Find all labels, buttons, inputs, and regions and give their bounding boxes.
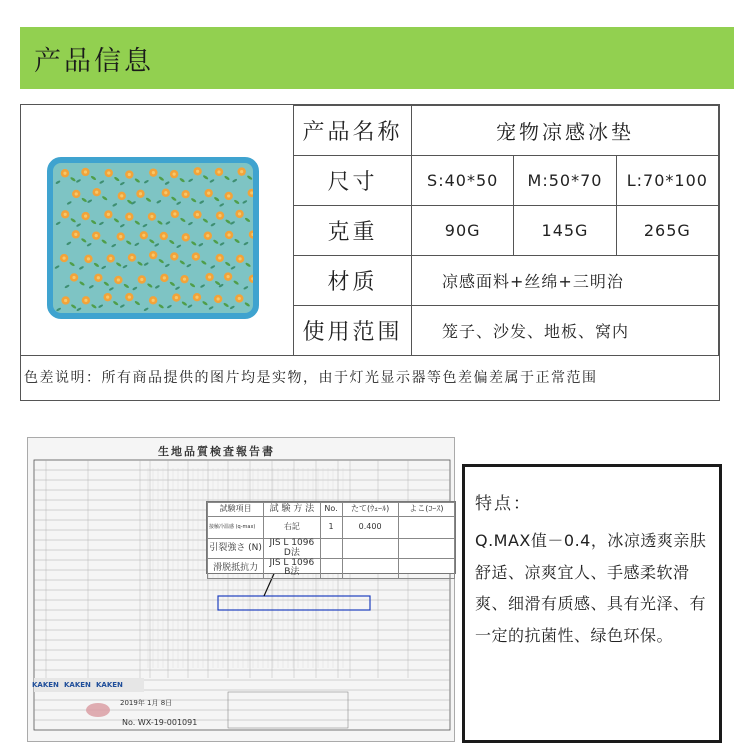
report-brand-1: KAKEN <box>32 681 59 689</box>
size-label: 尺寸 <box>294 156 412 206</box>
product-info-table <box>20 104 720 401</box>
zoom-row1-item: 接触冷温感 (q-max) <box>208 517 264 539</box>
features-title: 特点： <box>475 494 532 514</box>
material-label: 材质 <box>294 256 412 306</box>
weight-label: 克重 <box>294 206 412 256</box>
report-number: No. WX-19-001091 <box>122 718 198 727</box>
zoom-header-no: No. <box>320 503 342 517</box>
weight-l: 265G <box>616 206 718 256</box>
usage-value: 笼子、沙发、地板、窝内 <box>412 306 719 356</box>
zoom-header-method: 試 験 方 法 <box>264 503 320 517</box>
product-photo <box>47 157 259 319</box>
spec-table <box>293 105 719 356</box>
material-value: 凉感面料+丝绵+三明治 <box>412 256 719 306</box>
zoom-header-weft: よこ(ｺｰｽ) <box>398 503 454 517</box>
size-m: M:50*70 <box>514 156 616 206</box>
zoom-row1-no: 1 <box>320 517 342 539</box>
name-label: 产品名称 <box>294 106 412 156</box>
weight-m: 145G <box>514 206 616 256</box>
section-title: 产品信息 <box>34 46 154 77</box>
size-l: L:70*100 <box>616 156 718 206</box>
inspection-report-image <box>27 437 455 742</box>
section-banner <box>20 27 734 89</box>
zoom-row3-item: 滑脱抵抗力 <box>208 559 264 579</box>
zoom-row3-method: JIS L 1096 B法 <box>264 559 320 579</box>
color-difference-note: 色差说明：所有商品提供的图片均是实物，由于灯光显示器等色差偏差属于正常范围 <box>21 355 718 400</box>
weight-s: 90G <box>412 206 514 256</box>
product-photo-cell <box>21 105 293 355</box>
zoom-row1-value: 0.400 <box>342 517 398 539</box>
report-brand-3: KAKEN <box>96 681 123 689</box>
name-value: 宠物凉感冰垫 <box>412 106 719 156</box>
usage-label: 使用范围 <box>294 306 412 356</box>
report-title: 生地品質検査報告書 <box>158 445 275 458</box>
zoom-row2-item: 引裂強さ (N) <box>208 539 264 559</box>
features-box <box>462 464 722 743</box>
zoom-row2-method: JIS L 1096 D法 <box>264 539 320 559</box>
report-zoom-callout <box>206 501 456 578</box>
features-body: Q.MAX值－0.4，冰凉透爽亲肤舒适、凉爽宜人、手感柔软滑爽、细滑有质感、具有光泽、有一定的抗菌性、绿色环保。 <box>475 531 707 645</box>
size-s: S:40*50 <box>412 156 514 206</box>
report-date: 2019年 1月 8日 <box>120 699 173 707</box>
zoom-row1-method: 右記 <box>264 517 320 539</box>
report-brand-2: KAKEN <box>64 681 91 689</box>
zoom-header-item: 試験項目 <box>208 503 264 517</box>
zoom-header-warp: たて(ｳｪｰﾙ) <box>342 503 398 517</box>
